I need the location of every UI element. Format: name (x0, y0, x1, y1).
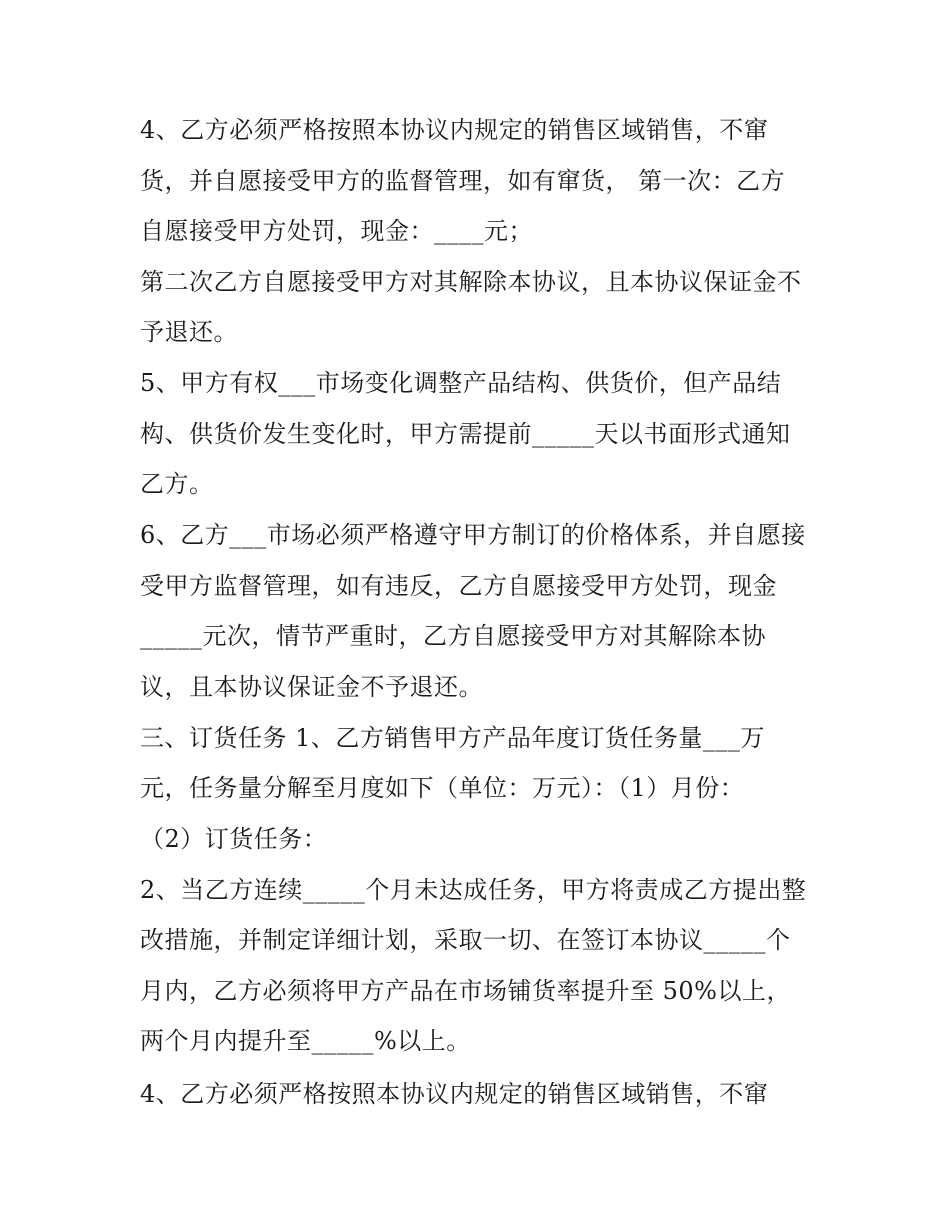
text-line: 自愿接受甲方处罚，现金：____元； (140, 217, 533, 245)
text-line: 乙方。 (140, 470, 214, 498)
text-line: 予退还。 (140, 318, 238, 346)
text-line: 三、订货任务 1、乙方销售甲方产品年度订货任务量___万 (140, 724, 765, 752)
text-line: 元，任务量分解至月度如下（单位：万元）：（1）月份： (140, 774, 745, 802)
text-line: 2、当乙方连续_____个月未达成任务，甲方将责成乙方提出整 (140, 876, 807, 904)
text-line: 构、供货价发生变化时，甲方需提前_____天以书面形式通知 (140, 420, 791, 448)
text-line: 月内，乙方必须将甲方产品在市场铺货率提升至 50%以上， (140, 977, 791, 1005)
text-line: （2）订货任务： (140, 825, 328, 853)
text-line: 第二次乙方自愿接受甲方对其解除本协议，且本协议保证金不 (140, 268, 802, 296)
text-line: 4、乙方必须严格按照本协议内规定的销售区域销售，不窜 (140, 116, 769, 144)
text-line: 货，并自愿接受甲方的监督管理，如有窜货， 第一次：乙方 (140, 167, 786, 195)
text-line: 两个月内提升至_____%以上。 (140, 1027, 471, 1055)
text-line: 4、乙方必须严格按照本协议内规定的销售区域销售，不窜 (140, 1080, 769, 1108)
text-line: 改措施，并制定详细计划，采取一切、在签订本协议_____个 (140, 926, 791, 954)
text-line: 6、乙方___市场必须严格遵守甲方制订的价格体系，并自愿接 (140, 521, 806, 549)
text-line: 议，且本协议保证金不予退还。 (140, 673, 483, 701)
text-line: 5、甲方有权___市场变化调整产品结构、供货价，但产品结 (140, 369, 782, 397)
text-line: 受甲方监督管理，如有违反，乙方自愿接受甲方处罚，现金 (140, 572, 777, 600)
text-line: _____元次，情节严重时，乙方自愿接受甲方对其解除本协 (140, 622, 766, 650)
